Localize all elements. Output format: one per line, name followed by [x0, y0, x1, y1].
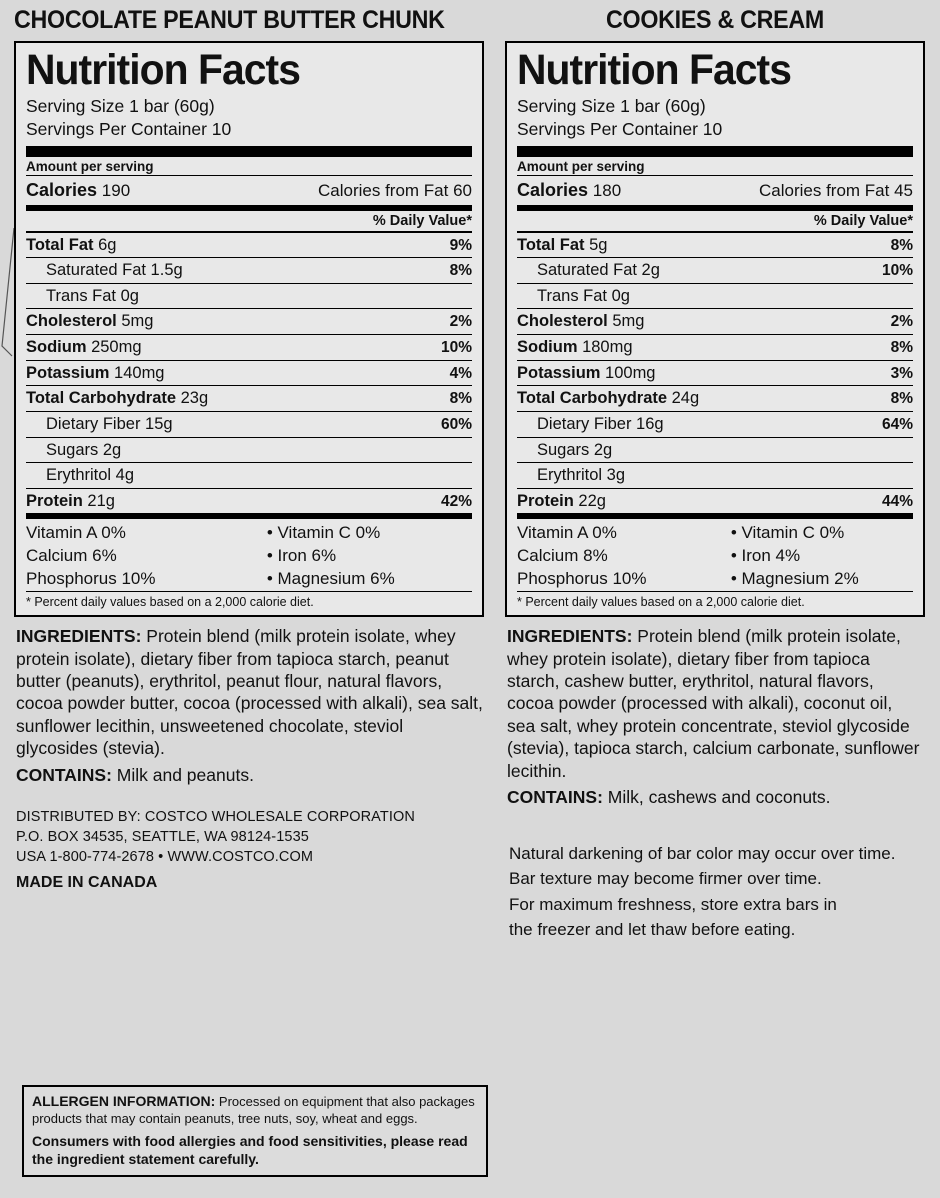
made-in-line: MADE IN CANADA	[16, 874, 158, 892]
serving-size: Serving Size 1 bar (60g)	[517, 95, 706, 116]
contains-text: Milk, cashews and coconuts.	[602, 787, 831, 808]
daily-value-header: % Daily Value*	[813, 212, 913, 229]
vitamin-right: • Vitamin C 0%	[731, 522, 913, 545]
ingredients-block	[505, 625, 925, 782]
nutrient-row	[517, 233, 913, 258]
calories-value: 180	[592, 181, 622, 201]
nutrient-label: Cholesterol 5mg	[517, 312, 645, 331]
vitamin-right: • Iron 6%	[267, 545, 472, 568]
nutrient-daily-value: 42%	[440, 492, 472, 510]
nutrient-label: Total Carbohydrate 23g	[26, 389, 209, 408]
nutrient-row	[26, 489, 472, 514]
vitamin-row	[26, 545, 472, 568]
nutrient-row	[26, 258, 472, 283]
nutrient-daily-value: 8%	[890, 390, 913, 408]
nutrient-label: Potassium 100mg	[517, 363, 656, 382]
product-title: CHOCOLATE PEANUT BUTTER CHUNK	[14, 6, 445, 34]
nutrient-daily-value: 8%	[449, 390, 472, 408]
nutrient-label: Total Carbohydrate 24g	[517, 389, 700, 408]
ingredients-text: Protein blend (milk protein isolate, whey protein isolate), dietary fiber from tapioca starch, peanut butter (peanuts), erythritol, peanut flour, natural flavors, cocoa powder butter, cocoa (processed with alkali), sea salt, sunflower lecithin, unsweetened chocolate, steviol glycosides (stevia).	[16, 626, 483, 759]
nutrient-label: Sodium 250mg	[26, 338, 142, 357]
storage-line-3: For maximum freshness, store extra bars in	[509, 894, 837, 914]
daily-value-footnote: * Percent daily values based on a 2,000 calorie diet.	[26, 595, 314, 610]
contains-block	[505, 786, 925, 809]
vitamin-left: Vitamin A 0%	[517, 523, 617, 543]
vitamin-right: • Iron 4%	[731, 545, 913, 568]
allergen-note: Consumers with food allergies and food sensitivities, please read the ingredient statement carefully.	[32, 1132, 468, 1167]
nutrient-label: Protein 22g	[517, 491, 606, 510]
calories-label: Calories	[517, 180, 589, 201]
product-column-left	[14, 0, 484, 892]
distributor-line-2: P.O. BOX 34535, SEATTLE, WA 98124-1535	[16, 828, 309, 845]
serving-size: Serving Size 1 bar (60g)	[26, 95, 215, 116]
nutrient-label: Erythritol 4g	[46, 466, 135, 485]
vitamin-row	[517, 545, 913, 568]
calories-value: 190	[101, 181, 131, 201]
vitamin-right: • Magnesium 2%	[731, 568, 913, 591]
thick-divider	[517, 146, 913, 157]
nutrient-daily-value: 2%	[890, 313, 913, 331]
vitamin-left: Calcium 8%	[517, 546, 608, 566]
nutrient-row	[517, 258, 913, 283]
amount-per-serving: Amount per serving	[517, 159, 645, 175]
calories-row	[517, 176, 913, 205]
nutrient-rows-left	[26, 233, 472, 514]
distributor-line-3: USA 1-800-774-2678 • WWW.COSTCO.COM	[16, 848, 314, 865]
nutrient-label: Erythritol 3g	[537, 466, 626, 485]
servings-per-container: Servings Per Container 10	[517, 119, 723, 140]
nutrient-row	[26, 438, 472, 463]
nutrient-row	[517, 361, 913, 386]
nutrient-label: Protein 21g	[26, 491, 115, 510]
nutrient-label: Total Fat 6g	[26, 235, 117, 254]
nutrient-row	[26, 284, 472, 309]
vitamin-row	[517, 522, 913, 545]
nutrient-row	[517, 309, 913, 334]
nutrient-row	[517, 463, 913, 488]
servings-per-container: Servings Per Container 10	[26, 119, 232, 140]
vitamin-left: Phosphorus 10%	[517, 569, 647, 589]
nutrient-label: Trans Fat 0g	[46, 286, 139, 305]
nutrient-daily-value: 10%	[440, 339, 472, 357]
nutrition-facts-panel	[14, 41, 484, 617]
vitamin-left: Calcium 6%	[26, 546, 117, 566]
nutrient-label: Dietary Fiber 15g	[46, 414, 173, 433]
nutrient-row	[26, 309, 472, 334]
vitamin-right: • Magnesium 6%	[267, 568, 472, 591]
nutrition-facts-heading: Nutrition Facts	[26, 46, 300, 94]
nutrient-row	[517, 438, 913, 463]
nutrient-daily-value: 2%	[449, 313, 472, 331]
storage-line-2: Bar texture may become firmer over time.	[509, 869, 822, 889]
ingredients-label: INGREDIENTS:	[507, 626, 633, 647]
contains-text: Milk and peanuts.	[111, 764, 254, 785]
vitamin-row	[517, 568, 913, 591]
nutrient-row	[517, 284, 913, 309]
product-title: COOKIES & CREAM	[606, 6, 824, 34]
nutrient-row	[517, 412, 913, 437]
nutrient-daily-value: 8%	[890, 339, 913, 357]
calories-from-fat: Calories from Fat 60	[318, 181, 472, 201]
nutrient-row	[517, 386, 913, 411]
nutrient-daily-value: 44%	[881, 492, 913, 510]
vitamin-right: • Vitamin C 0%	[267, 522, 472, 545]
distributor-block	[14, 808, 484, 867]
nutrient-label: Total Fat 5g	[517, 235, 608, 254]
daily-value-footnote: * Percent daily values based on a 2,000 calorie diet.	[517, 595, 805, 610]
vitamin-list-left	[26, 519, 472, 591]
nutrient-row	[517, 489, 913, 514]
nutrient-daily-value: 4%	[449, 364, 472, 382]
calories-from-fat: Calories from Fat 45	[759, 181, 913, 201]
thick-divider	[26, 146, 472, 157]
storage-instructions	[505, 841, 925, 943]
nutrition-facts-heading: Nutrition Facts	[517, 46, 791, 94]
ingredients-block	[14, 625, 484, 759]
daily-value-header: % Daily Value*	[372, 212, 472, 229]
allergen-text: Processed on equipment that also packages products that may contain peanuts, tree nuts, soy, wheat and eggs.	[32, 1094, 475, 1126]
storage-line-1: Natural darkening of bar color may occur over time.	[509, 843, 896, 863]
contains-label: CONTAINS:	[507, 787, 603, 808]
allergen-main-text	[32, 1093, 478, 1128]
nutrient-row	[517, 335, 913, 360]
nutrient-row	[26, 335, 472, 360]
vitamin-row	[26, 568, 472, 591]
nutrient-daily-value: 10%	[881, 262, 913, 280]
nutrient-daily-value: 3%	[890, 364, 913, 382]
calories-label: Calories	[26, 180, 98, 201]
nutrient-label: Cholesterol 5mg	[26, 312, 154, 331]
vitamin-left: Vitamin A 0%	[26, 523, 126, 543]
allergen-information-box	[22, 1085, 488, 1177]
nutrient-row	[26, 463, 472, 488]
nutrient-label: Sugars 2g	[46, 440, 122, 459]
nutrient-daily-value: 60%	[440, 415, 472, 433]
nutrient-daily-value: 64%	[881, 415, 913, 433]
nutrient-label: Saturated Fat 1.5g	[46, 261, 183, 280]
nutrient-label: Dietary Fiber 16g	[537, 414, 664, 433]
ingredients-text: Protein blend (milk protein isolate, whey protein isolate), dietary fiber from tapioca starch, cashew butter, erythritol, natural flavors, cocoa powder (processed with alkali), coconut oil, sea salt, whey protein concentrate, steviol glycoside (stevia), tapioca starch, calcium carbonate, sunflower lecithin.	[507, 626, 920, 781]
distributor-line-1: DISTRIBUTED BY: COSTCO WHOLESALE CORPORATION	[16, 809, 415, 826]
nutrient-label: Trans Fat 0g	[537, 286, 630, 305]
nutrient-daily-value: 9%	[449, 236, 472, 254]
product-column-right	[505, 0, 925, 943]
nutrient-row	[26, 386, 472, 411]
nutrient-label: Saturated Fat 2g	[537, 261, 660, 280]
vitamin-left: Phosphorus 10%	[26, 569, 156, 589]
nutrient-row	[26, 412, 472, 437]
calories-row	[26, 176, 472, 205]
contains-label: CONTAINS:	[16, 764, 112, 785]
vitamin-list-right	[517, 519, 913, 591]
storage-line-4: the freezer and let thaw before eating.	[509, 920, 796, 940]
contains-block	[14, 764, 484, 787]
vitamin-row	[26, 522, 472, 545]
nutrient-label: Potassium 140mg	[26, 363, 165, 382]
allergen-label: ALLERGEN INFORMATION:	[32, 1093, 216, 1109]
nutrient-row	[26, 361, 472, 386]
nutrient-daily-value: 8%	[890, 236, 913, 254]
amount-per-serving: Amount per serving	[26, 159, 154, 175]
nutrient-label: Sugars 2g	[537, 440, 613, 459]
nutrient-row	[26, 233, 472, 258]
nutrient-rows-right	[517, 233, 913, 514]
nutrient-label: Sodium 180mg	[517, 338, 633, 357]
nutrition-facts-panel	[505, 41, 925, 617]
ingredients-label: INGREDIENTS:	[16, 626, 142, 647]
nutrient-daily-value: 8%	[449, 262, 472, 280]
